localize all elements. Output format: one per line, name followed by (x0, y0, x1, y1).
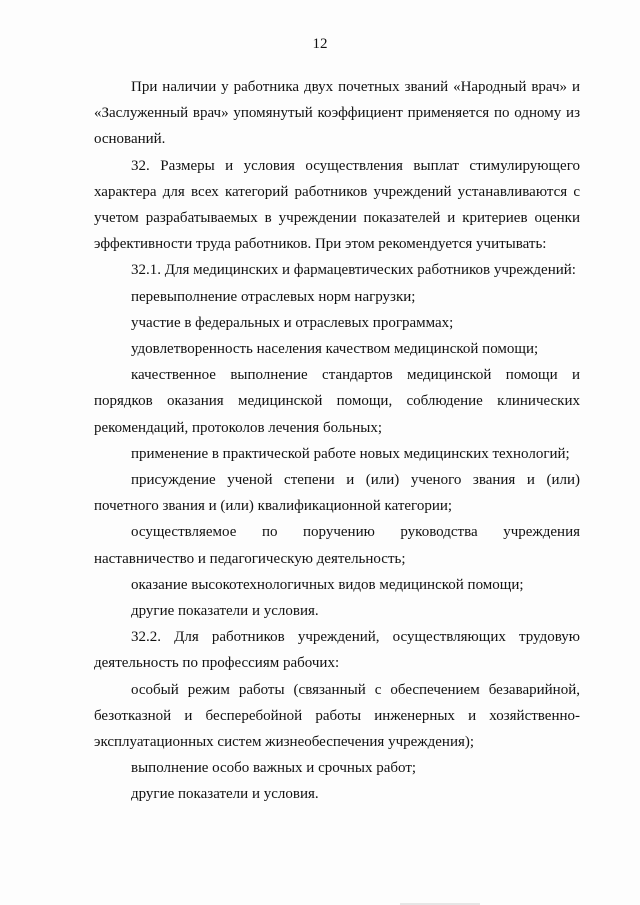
document-body (94, 74, 580, 808)
list-item: осуществляемое по поручению руководства учреждения наставничество и педагогическую деятельность; (94, 524, 580, 567)
list-item: перевыполнение отраслевых норм нагрузки; (131, 288, 416, 305)
list-item: удовлетворенность населения качеством медицинской помощи; (131, 341, 539, 358)
list-item: качественное выполнение стандартов медицинской помощи и порядков оказания медицинской помощи, соблюдение клинических рекомендаций, протоколов лечения больных; (94, 367, 580, 436)
paragraph-32: 32. Размеры и условия осуществления выплат стимулирующего характера для всех категорий работников учреждений устанавливаются с учетом разрабатываемых в учреждении показателей и критериев оценки эффективности труда работников. При этом рекомендуется учитывать: (94, 157, 580, 253)
list-item: выполнение особо важных и срочных работ; (131, 760, 417, 777)
list-item: участие в федеральных и отраслевых программах; (131, 314, 454, 331)
list-item: оказание высокотехнологичных видов медицинской помощи; (131, 576, 524, 593)
list-item: особый режим работы (связанный с обеспечением безаварийной, безотказной и бесперебойной работы инженерных и хозяйственно-эксплуатационных систем жизнеобеспечения учреждения); (94, 681, 580, 751)
paragraph-32-1-heading: 32.1. Для медицинских и фармацевтических работников учреждений: (131, 262, 576, 279)
list-item: другие показатели и условия. (131, 786, 319, 803)
paragraph-32-2-heading: 32.2. Для работников учреждений, осуществляющих трудовую деятельность по профессиям рабочих: (94, 629, 580, 672)
list-item: присуждение ученой степени и (или) ученого звания и (или) почетного звания и (или) квалификационной категории; (94, 472, 580, 515)
page-number: 12 (312, 36, 328, 52)
list-item: применение в практической работе новых медицинских технологий; (131, 445, 570, 462)
paragraph-honorary-titles: При наличии у работника двух почетных званий «Народный врач» и «Заслуженный врач» упомянутый коэффициент применяется по одному из оснований. (94, 79, 580, 148)
list-item: другие показатели и условия. (131, 603, 319, 620)
